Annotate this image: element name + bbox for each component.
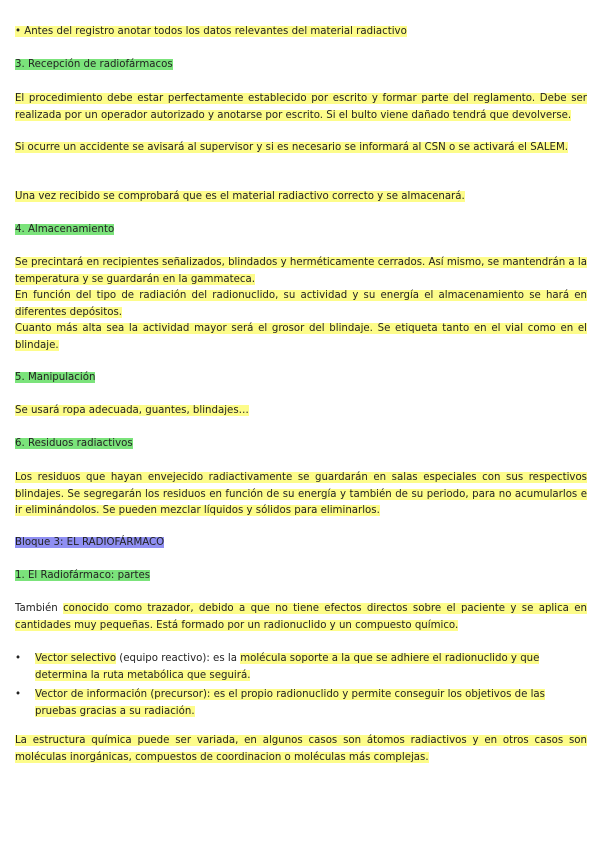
bloque-3-heading: Bloque 3: EL RADIOFÁRMACO (15, 537, 165, 548)
section-4-paragraph-2: En función del tipo de radiación del radionuclido, su actividad y su energía el almacenamiento se hará en diferentes depósitos. (15, 290, 587, 318)
list-item-vector-selectivo: • Vector selectivo (equipo reactivo): es la molécula soporte a la que se adhiere el radionuclido y que determina la ruta metabólica que seguirá. (15, 653, 540, 681)
radiofarmaco-paragraph-1: También conocido como trazador, debido a que no tiene efectos directos sobre el paciente y se aplica en cantidades muy pequeñas. Está formado por un radionuclido y un compuesto químico. (15, 603, 587, 631)
bullet-icon: • (15, 653, 22, 664)
bullet-icon: • (15, 689, 22, 700)
section-5-heading: 5. Manipulación (15, 372, 96, 383)
list-item-vector-informacion: • Vector de información (precursor): es el propio radionuclido y permite conseguir los objetivos de las pruebas gracias a su radiación. (15, 689, 545, 717)
section-3-heading: 3. Recepción de radiofármacos (15, 59, 173, 70)
intro-bullet: • Antes del registro anotar todos los datos relevantes del material radiactivo (15, 26, 407, 37)
radiofarmaco-parts-list (15, 651, 587, 723)
section-4-heading: 4. Almacenamiento (15, 224, 115, 235)
section-3-paragraph-1: El procedimiento debe estar perfectamente establecido por escrito y formar parte del reglamento. Debe ser realizada por un operador autorizado y anotarse por escrito. Si el bulto viene dañado tendrá que devolverse. (15, 93, 587, 121)
section-5-paragraph-1: Se usará ropa adecuada, guantes, blindajes… (15, 405, 249, 416)
section-6-paragraph-1: Los residuos que hayan envejecido radiactivamente se guardarán en salas especiales con sus respectivos blindajes. Se segregarán los residuos en función de su energía y también de su periodo, para no acumularlos e ir eliminándolos. Se pueden mezclar líquidos y sólidos para eliminarlos. (15, 472, 587, 516)
section-4-paragraph-1: Se precintará en recipientes señalizados, blindados y herméticamente cerrados. Así mismo, se mantendrán a la temperatura y se guardarán en la gammateca. (15, 257, 587, 285)
section-3-paragraph-2: Si ocurre un accidente se avisará al supervisor y si es necesario se informará al CSN o se activará el SALEM. (15, 142, 568, 153)
radiofarmaco-partes-subheading: 1. El Radiofármaco: partes (15, 570, 151, 581)
section-4-paragraph-3: Cuanto más alta sea la actividad mayor será el grosor del blindaje. Se etiqueta tanto en el vial como en el blindaje. (15, 323, 587, 351)
section-6-heading: 6. Residuos radiactivos (15, 438, 133, 449)
section-3-paragraph-3: Una vez recibido se comprobará que es el material radiactivo correcto y se almacenará. (15, 191, 465, 202)
radiofarmaco-paragraph-2: La estructura química puede ser variada, en algunos casos son átomos radiactivos y en otros casos son moléculas inorgánicas, compuestos de coordinacion o moléculas más complejas. (15, 735, 587, 763)
